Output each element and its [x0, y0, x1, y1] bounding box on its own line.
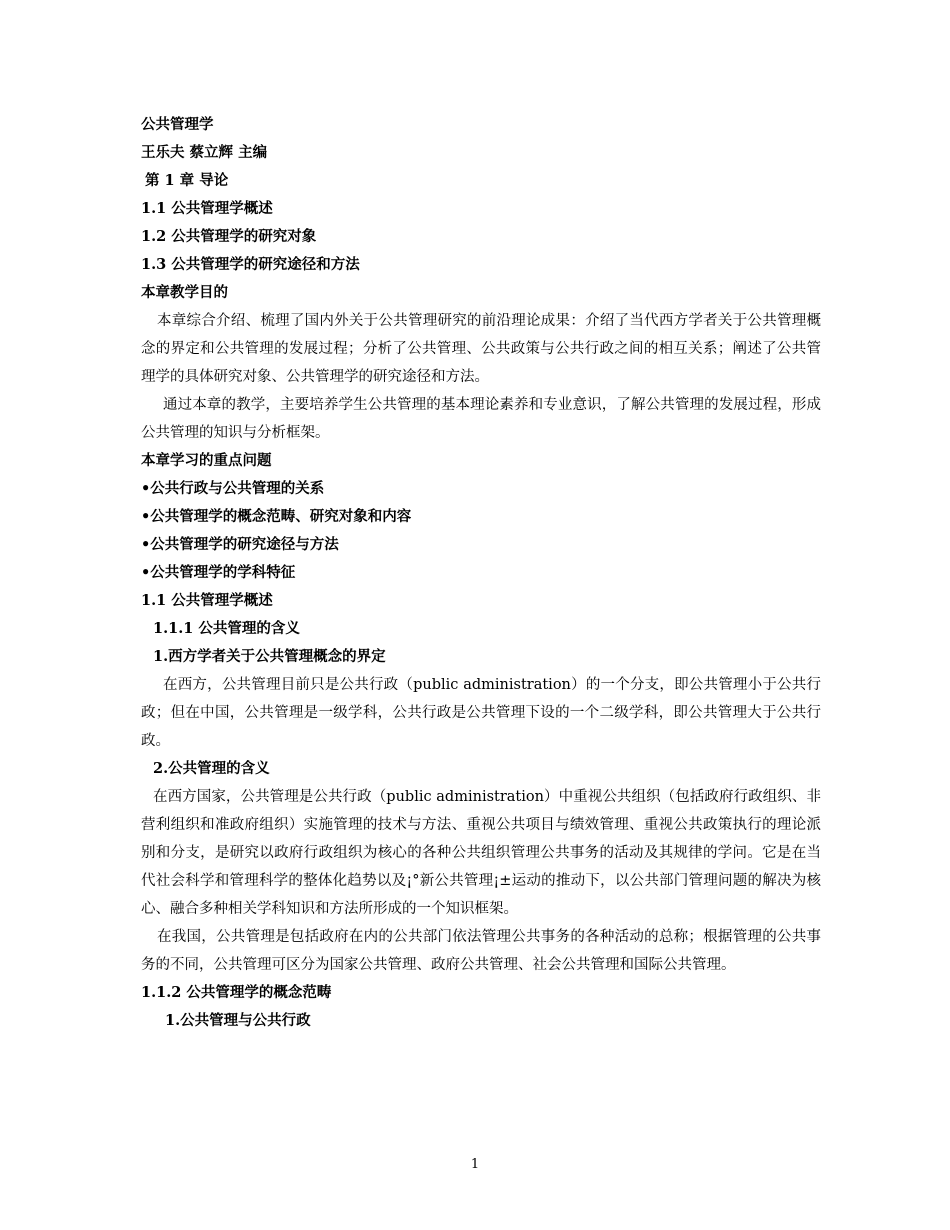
book-editors: 王乐夫 蔡立辉 主编: [141, 144, 268, 161]
page-number: 1: [470, 1157, 480, 1172]
toc-item: 1.2 公共管理学的研究对象: [141, 228, 317, 245]
body-paragraph: 在西方，公共管理目前只是公共行政（public administration）的一个分支，即公共管理小于公共行政；但在中国，公共管理是一级学科，公共行政是公共管理下设的一个二级学科，即公共管理大于公共行政。: [141, 677, 821, 749]
subsection-heading: 1.1.2 公共管理学的概念范畴: [141, 984, 332, 1001]
part-heading: 1.西方学者关于公共管理概念的界定: [153, 648, 386, 665]
key-issue-item: •公共管理学的学科特征: [141, 564, 296, 581]
goals-heading: 本章教学目的: [141, 284, 228, 301]
key-issue-item: •公共管理学的概念范畴、研究对象和内容: [141, 508, 412, 525]
section-heading: 1.1 公共管理学概述: [141, 592, 273, 609]
goals-paragraph: 本章综合介绍、梳理了国内外关于公共管理研究的前沿理论成果：介绍了当代西方学者关于公共管理概念的界定和公共管理的发展过程；分析了公共管理、公共政策与公共行政之间的相互关系；阐述了公共管理学的具体研究对象、公共管理学的研究途径和方法。: [141, 313, 821, 385]
book-title: 公共管理学: [141, 116, 214, 133]
part-heading: 2.公共管理的含义: [153, 760, 270, 777]
goals-paragraph: 通过本章的教学，主要培养学生公共管理的基本理论素养和专业意识，了解公共管理的发展过程，形成公共管理的知识与分析框架。: [141, 397, 821, 441]
toc-item: 1.3 公共管理学的研究途径和方法: [141, 256, 360, 273]
part-heading: 1.公共管理与公共行政: [165, 1012, 311, 1029]
chapter-heading: 第 1 章 导论: [145, 172, 229, 189]
key-issues-heading: 本章学习的重点问题: [141, 452, 272, 469]
toc-item: 1.1 公共管理学概述: [141, 200, 273, 217]
subsection-heading: 1.1.1 公共管理的含义: [153, 620, 300, 637]
body-paragraph: 在西方国家，公共管理是公共行政（public administration）中重视公共组织（包括政府行政组织、非营利组织和准政府组织）实施管理的技术与方法、重视公共项目与绩效管理、重视公共政策执行的理论派别和分支，是研究以政府行政组织为核心的各种公共组织管理公共事务的活动及其规律的学问。它是在当代社会科学和管理科学的整体化趋势以及¡°新公共管理¡±运动的推动下，以公共部门管理问题的解决为核心、融合多种相关学科知识和方法所形成的一个知识框架。: [141, 789, 821, 917]
body-paragraph: 在我国，公共管理是包括政府在内的公共部门依法管理公共事务的各种活动的总称；根据管理的公共事务的不同，公共管理可区分为国家公共管理、政府公共管理、社会公共管理和国际公共管理。: [141, 929, 821, 973]
key-issue-item: •公共管理学的研究途径与方法: [141, 536, 339, 553]
page-content: [141, 111, 821, 1035]
key-issue-item: •公共行政与公共管理的关系: [141, 480, 325, 497]
